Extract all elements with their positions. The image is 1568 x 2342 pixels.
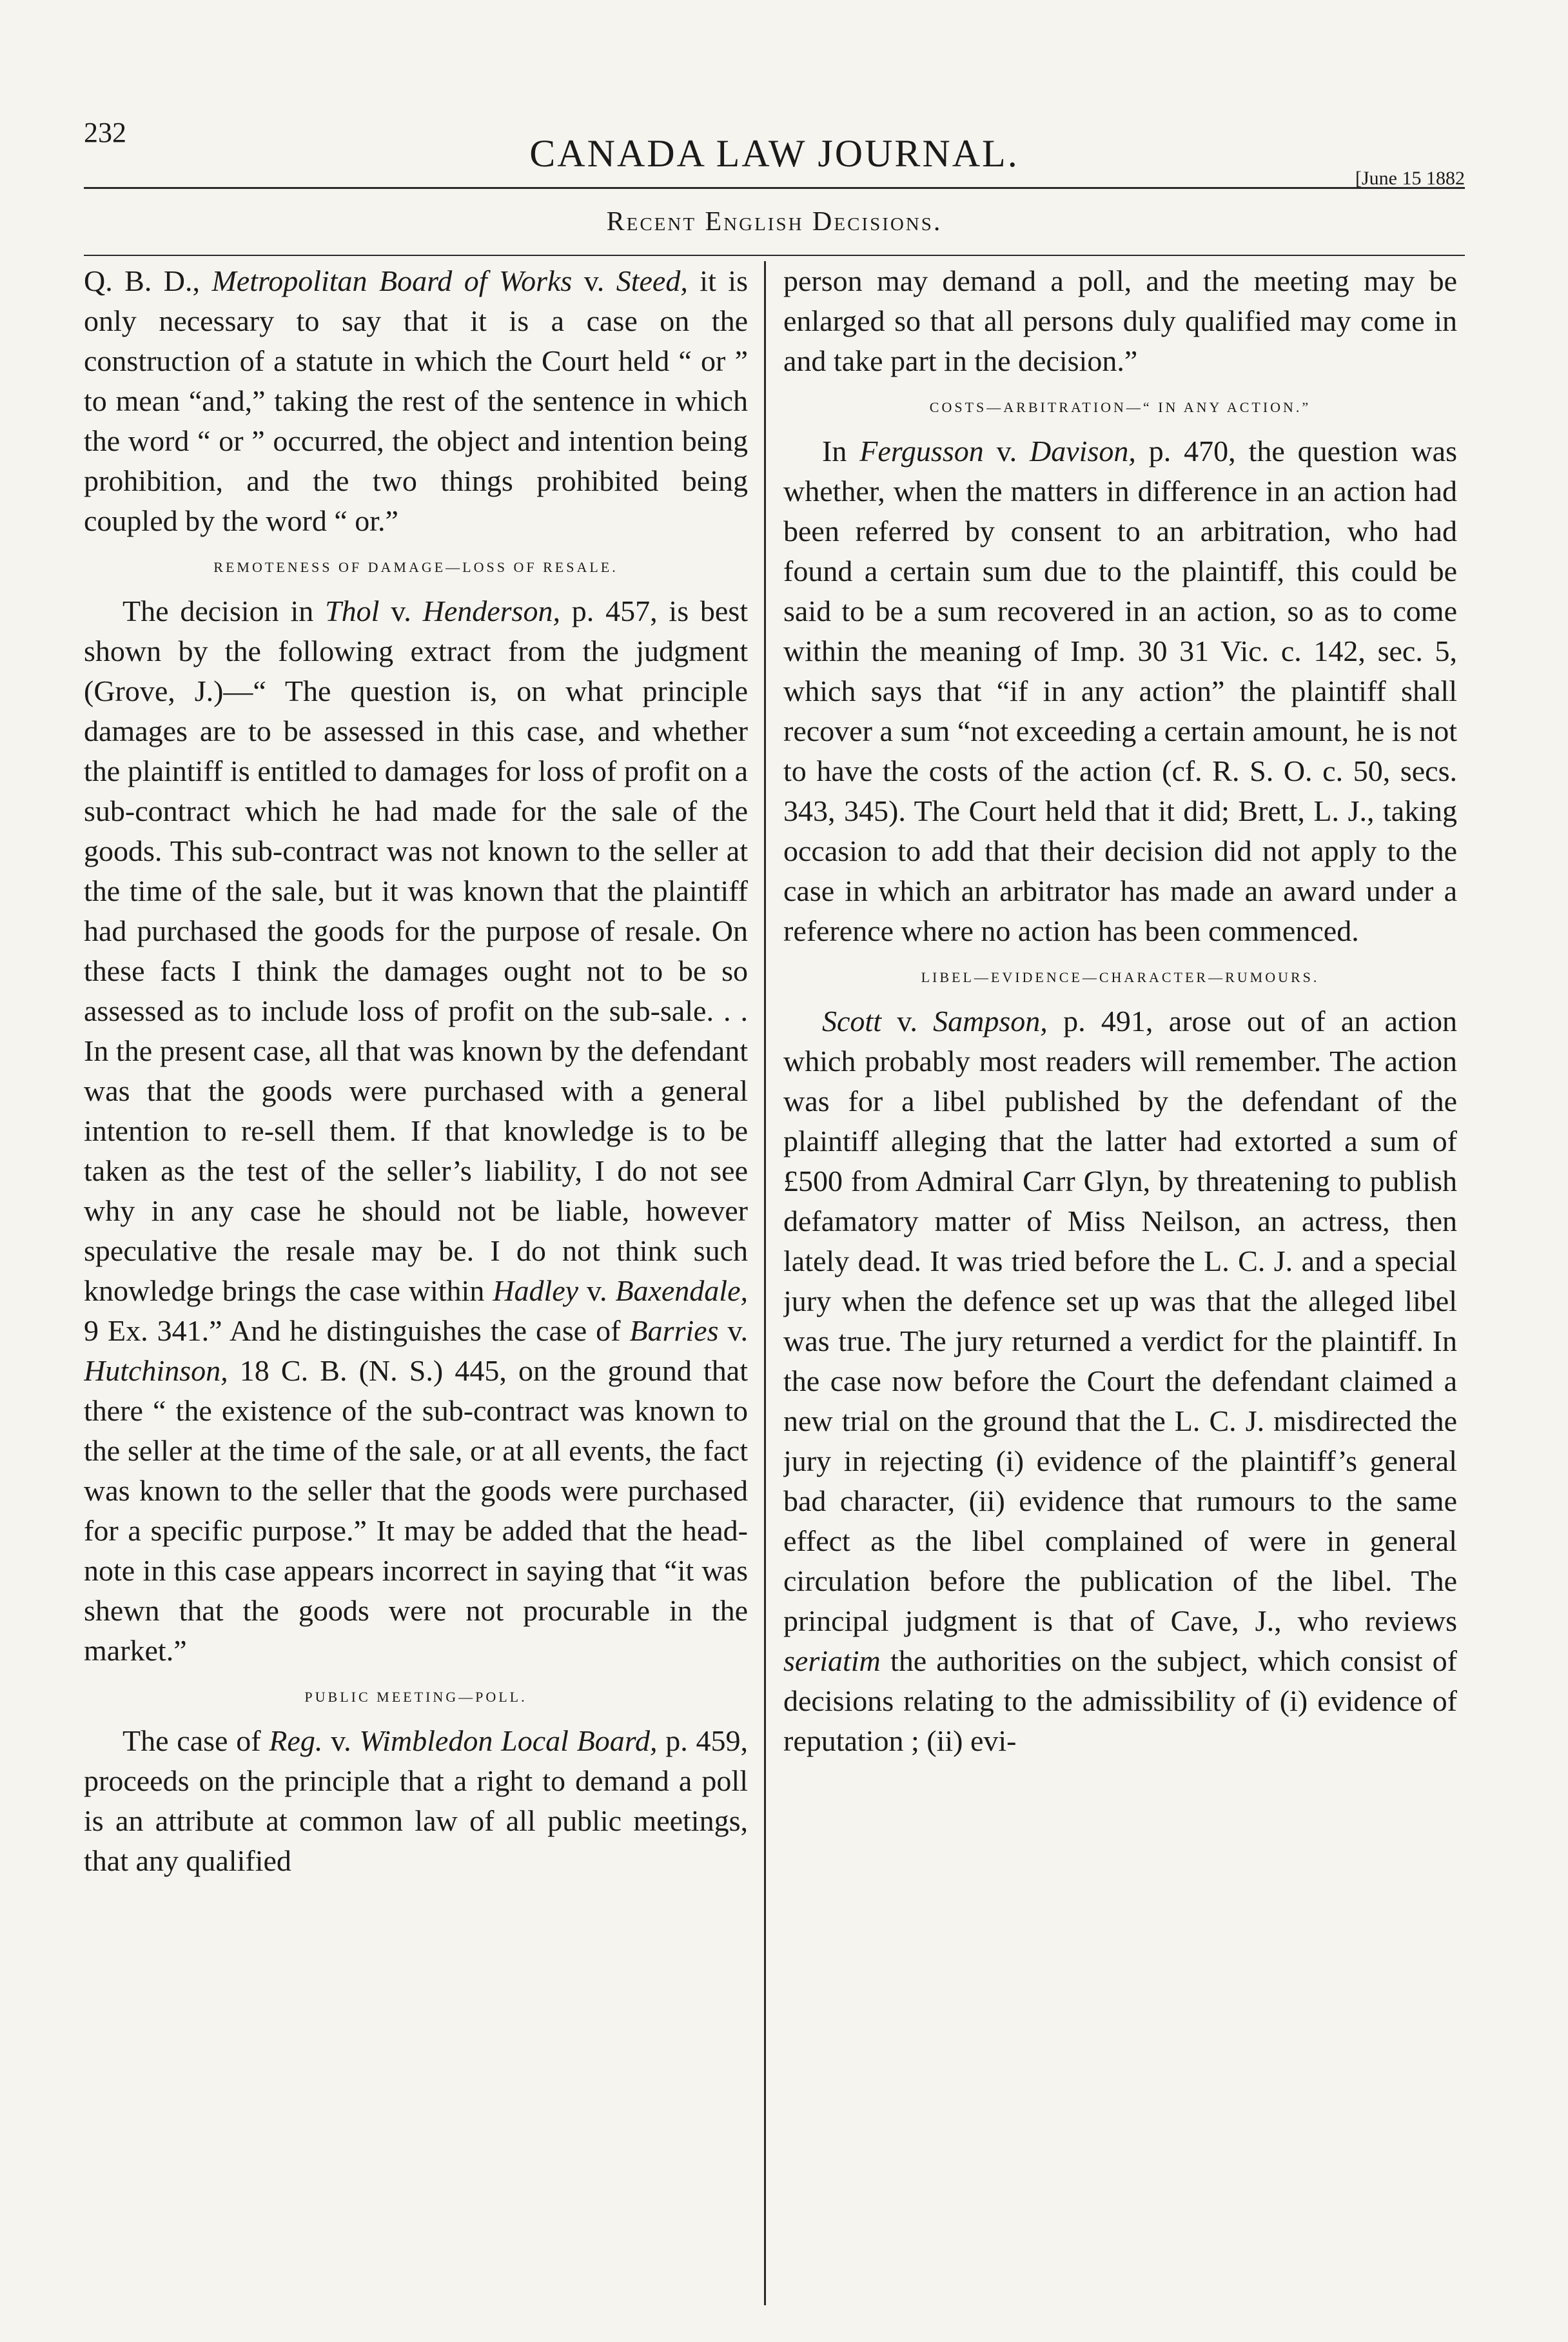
text-run: p. 457, is best shown by the following extract from the judgment (Grove, J.)—“ The question is, on what principle damages are to be assessed in this case, and whether the plaintiff is entitled to damages for loss of profit on a sub-contract which he had made for the sale of the goods. This sub-contract was not known to the seller at the time of the sale, but it was known that the plaintiff had purchased the goods for the purpose of resale. On these facts I think the damages ought not to be so assessed as to include loss of profit on the sub-sale. . . In the present case, all that was known by the defendant was that the goods were purchased with a general intention to re-sell them. If that knowledge is to be taken as the test of the seller’s liability, I do not see why in any case he should not be liable, however speculative the resale may be. I do not think such knowledge brings the case within — [84, 595, 748, 1307]
italic-run: Steed, — [616, 264, 688, 297]
journal-title: CANADA LAW JOURNAL. — [529, 132, 1019, 175]
text-run: it is only necessary to say that it is a case on the construction of a statute in which the Court held “ or ” to mean “and,” taking the rest of the sentence in which the word “ or ” occurred, the object and intention being prohibition, and the two things prohibited being coupled by the word “ or.” — [84, 264, 748, 537]
text-run: In — [822, 435, 860, 467]
text-run: Q. B. D., — [84, 264, 212, 297]
text-run: The case of — [122, 1724, 270, 1757]
page-number: 232 — [84, 117, 126, 148]
italic-run: Scott — [822, 1005, 881, 1038]
italic-run: Davison, — [1030, 435, 1136, 467]
section-heading: Recent English Decisions. — [606, 207, 943, 237]
left-column — [84, 261, 748, 2305]
text-run: p. 470, the question was whether, when the matters in difference in an action had been referred by consent to an arbitration, who had found a certain sum due to the plaintiff, this could be said to be a sum recovered in an action, so as to come within the meaning of Imp. 30 31 Vic. c. 142, sec. 5, which says that “if in any action” the plaintiff shall recover a sum “not exceeding a certain amount, he is not to have the costs of the action (cf. R. S. O. c. 50, secs. 343, 345). The Court held that it did; Brett, L. J., taking occasion to add that their decision did not apply to the case in which an arbitrator has made an award under a reference where no action has been commenced. — [783, 435, 1457, 947]
section-rule — [84, 255, 1465, 256]
italic-run: Baxendale, — [615, 1274, 748, 1307]
right-subheading-2: LIBEL—EVIDENCE—CHARACTER—RUMOURS. — [921, 969, 1320, 985]
text-run: the authorities on the subject, which consist of decisions relating to the admissibility of (i) evidence of reputation ; (ii) evi- — [783, 1644, 1457, 1757]
text-run: v. — [983, 435, 1030, 467]
left-subheading-1: REMOTENESS OF DAMAGE—LOSS OF RESALE. — [213, 559, 618, 575]
text-run: v. — [322, 1724, 360, 1757]
article-columns — [84, 261, 1457, 2305]
text-run: v. — [718, 1314, 748, 1347]
left-paragraph-1 — [84, 261, 748, 541]
left-paragraph-3 — [84, 1721, 748, 1881]
italic-run: Barries — [629, 1314, 719, 1347]
right-paragraph-3 — [783, 1001, 1457, 1761]
italic-run: Hadley — [493, 1274, 579, 1307]
italic-run: Thol — [325, 595, 380, 627]
header-rule — [84, 187, 1465, 189]
italic-run: Wimbledon Local Board, — [359, 1724, 658, 1757]
text-run: The decision in — [122, 595, 326, 627]
italic-run: Reg. — [269, 1724, 323, 1757]
text-run: v. — [578, 1274, 616, 1307]
text-run: v. — [881, 1005, 934, 1038]
right-paragraph-1 — [783, 261, 1457, 381]
text-run: 18 C. B. (N. S.) 445, on the ground that there “ the existence of the sub-contract was known to the seller at the time of the sale, or at all events, the fact was known to the seller that the goods were purchased for a specific purpose.” It may be added that the head-note in this case appears incorrect in saying that “it was shewn that the goods were not procurable in the market.” — [84, 1354, 748, 1667]
left-subheading-2: PUBLIC MEETING—POLL. — [304, 1689, 527, 1705]
right-column — [783, 261, 1457, 2305]
page-header — [84, 116, 1465, 187]
text-run: person may demand a poll, and the meeting may be enlarged so that all persons duly qualified may come in and take part in the decision.” — [783, 264, 1457, 377]
italic-run: Sampson, — [933, 1005, 1048, 1038]
text-run: v. — [572, 264, 616, 297]
italic-run: Henderson, — [422, 595, 560, 627]
italic-run: Metropolitan Board of Works — [211, 264, 573, 297]
left-paragraph-2 — [84, 591, 748, 1671]
column-divider — [764, 261, 766, 2305]
text-run: v. — [379, 595, 423, 627]
italic-run: Fergusson — [859, 435, 984, 467]
text-run: p. 491, arose out of an action which probably most readers will remember. The action was for a libel published by the defendant of the plaintiff alleging that the latter had extorted a sum of £500 from Admiral Carr Glyn, by threatening to publish defamatory matter of Miss Neilson, an actress, then lately dead. It was tried before the L. C. J. and a special jury when the defence set up was that the alleged libel was true. The jury returned a verdict for the plaintiff. In the case now before the Court the defendant claimed a new trial on the ground that the L. C. J. misdirected the jury in rejecting (i) evidence of the plaintiff’s general bad character, (ii) evidence that rumours to the same effect as the libel complained of were in general circulation before the publication of the libel. The principal judgment is that of Cave, J., who reviews — [783, 1005, 1457, 1637]
italic-run: seriatim — [783, 1644, 881, 1677]
right-paragraph-2 — [783, 431, 1457, 951]
right-subheading-1: COSTS—ARBITRATION—“ IN ANY ACTION.” — [929, 399, 1311, 415]
italic-run: Hutchinson, — [84, 1354, 228, 1387]
text-run: 9 Ex. 341.” And he distinguishes the case of — [84, 1314, 630, 1347]
issue-date: [June 15 1882 — [1355, 168, 1465, 189]
text-run: p. 459, proceeds on the principle that a right to demand a poll is an attribute at common law of all public meetings, that any qualified — [84, 1724, 748, 1877]
